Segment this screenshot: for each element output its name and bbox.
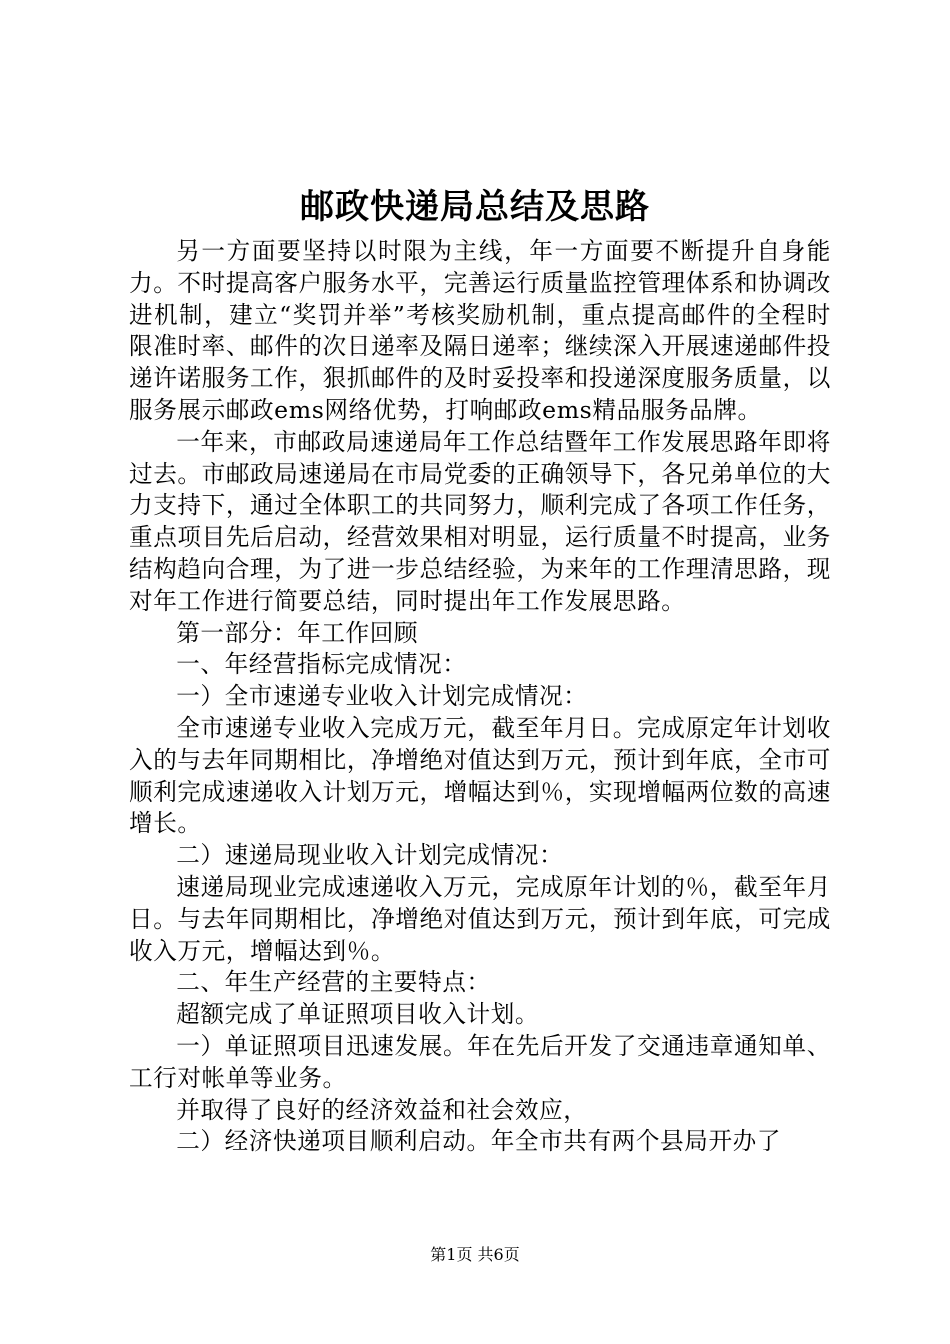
- paragraph: 另一方面要坚持以时限为主线，年一方面要不断提升自身能力。不时提高客户服务水平，完善运行质量监控管理体系和协调改进机制，建立“奖罚并举”考核奖励机制，重点提高邮件的全程时限准时率、邮件的次日递率及隔日递率；继续深入开展速递邮件投递许诺服务工作，狠抓邮件的及时妥投率和投递深度服务质量，以服务展示邮政ems网络优势，打响邮政ems精品服务品牌。: [129, 237, 831, 424]
- subsection-heading: 二）速递局现业收入计划完成情况：: [176, 841, 564, 870]
- paragraph: 全市速递专业收入完成万元，截至年月日。完成原定年计划收入的与去年同期相比，净增绝对值达到万元，预计到年底，全市可顺利完成速递收入计划万元，增幅达到％，实现增幅两位数的高速增长。: [129, 713, 831, 838]
- paragraph: 速递局现业完成速递收入万元，完成原年计划的％，截至年月日。与去年同期相比，净增绝对值达到万元，预计到年底，可完成收入万元，增幅达到％。: [129, 872, 831, 965]
- paragraph: 二）经济快递项目顺利启动。年全市共有两个县局开办了: [176, 1127, 782, 1156]
- subsection-heading: 一）全市速递专业收入计划完成情况：: [176, 682, 588, 711]
- section-heading: 二、年生产经营的主要特点：: [176, 968, 491, 997]
- page-footer: 第1页 共6页: [430, 1245, 520, 1264]
- section-heading: 第一部分：年工作回顾: [176, 618, 419, 647]
- document-body: [129, 236, 831, 1158]
- paragraph: 一年来，市邮政局速递局年工作总结暨年工作发展思路年即将过去。市邮政局速递局在市局党委的正确领导下，各兄弟单位的大力支持下，通过全体职工的共同努力，顺利完成了各项工作任务，重点项目先后启动，经营效果相对明显，运行质量不时提高，业务结构趋向合理，为了进一步总结经验，为来年的工作理清思路，现对年工作进行简要总结，同时提出年工作发展思路。: [129, 427, 831, 615]
- paragraph: 并取得了良好的经济效益和社会效应，: [176, 1095, 588, 1124]
- paragraph: 超额完成了单证照项目收入计划。: [176, 1000, 540, 1029]
- section-heading: 一、年经营指标完成情况：: [176, 650, 467, 679]
- document-title: 邮政快递局总结及思路: [300, 187, 650, 227]
- paragraph: 一）单证照项目迅速发展。年在先后开发了交通违章通知单、工行对帐单等业务。: [129, 1031, 831, 1092]
